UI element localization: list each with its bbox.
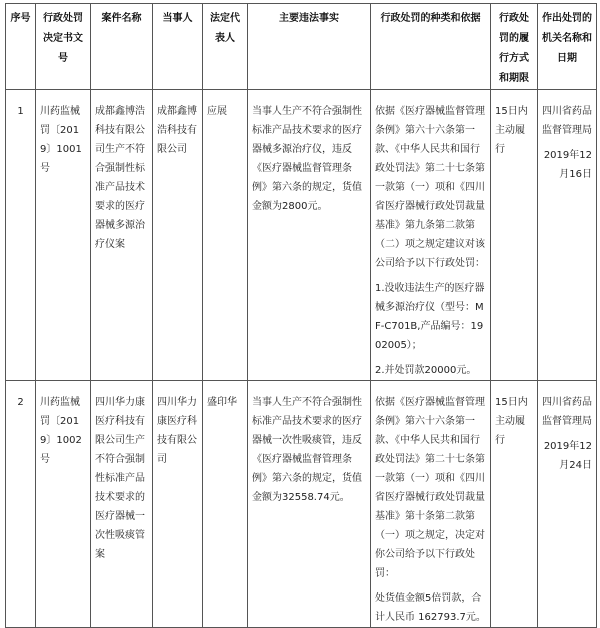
header-no: 序号 (6, 4, 36, 90)
cell-authority (538, 381, 597, 628)
header-case-name: 案件名称 (91, 4, 153, 90)
table-row (6, 381, 597, 628)
cell-legal-rep: 盛印华 (203, 381, 248, 628)
basis-paragraph: 依据《医疗器械监督管理条例》第六十六条第一款、《中华人民共和国行政处罚法》第二十七条第一款第（一）项和《四川省医疗器械行政处罚裁量基准》第九条第二款第（二）项之规定建议对该公司给予以下行政处罚： (375, 106, 485, 269)
authority-name: 四川省药品监督管理局 (542, 106, 592, 136)
header-legal-rep: 法定代表人 (203, 4, 248, 90)
header-authority: 作出处罚的机关名称和日期 (538, 4, 597, 90)
cell-method: 15日内主动履行 (491, 90, 538, 381)
basis-paragraph: 2.并处罚款20000元。 (375, 365, 477, 376)
cell-basis (371, 90, 491, 381)
cell-no: 2 (6, 381, 36, 628)
cell-party: 四川华力康医疗科技有限公司 (153, 381, 203, 628)
basis-paragraph: 处货值金额5倍罚款，合计人民币 162793.7元。 (375, 593, 486, 623)
cell-no: 1 (6, 90, 36, 381)
decision-date: 2019年12月24日 (543, 441, 592, 471)
cell-case-name: 成都鑫博浩科技有限公司生产不符合强制性标准产品技术要求的医疗器械多源治疗仪案 (91, 90, 153, 381)
cell-facts: 当事人生产不符合强制性标准产品技术要求的医疗器械多源治疗仪，违反《医疗器械监督管理条例》第六条的规定，货值金额为2800元。 (248, 90, 371, 381)
header-party: 当事人 (153, 4, 203, 90)
table-row (6, 90, 597, 381)
decision-date: 2019年12月16日 (543, 150, 592, 180)
header-facts: 主要违法事实 (248, 4, 371, 90)
header-basis: 行政处罚的种类和依据 (371, 4, 491, 90)
header-row (6, 4, 597, 90)
cell-legal-rep: 应展 (203, 90, 248, 381)
basis-paragraph: 依据《医疗器械监督管理条例》第六十六条第一款、《中华人民共和国行政处罚法》第二十七条第一款第（一）项和《四川省医疗器械行政处罚裁量基准》第十条第二款第（一）项之规定，决定对你公司给予以下行政处罚： (375, 397, 485, 579)
basis-paragraph: 1.没收违法生产的医疗器械多源治疗仪（型号：MF-C701B,产品编号：1902005）； (375, 283, 485, 351)
cell-facts: 当事人生产不符合强制性标准产品技术要求的医疗器械一次性吸痰管，违反《医疗器械监督管理条例》第六条的规定，货值金额为32558.74元。 (248, 381, 371, 628)
cell-party: 成都鑫博浩科技有限公司 (153, 90, 203, 381)
administrative-penalty-table (5, 3, 597, 628)
cell-case-name: 四川华力康医疗科技有限公司生产不符合强制性标准产品技术要求的医疗器械一次性吸痰管案 (91, 381, 153, 628)
cell-basis (371, 381, 491, 628)
cell-method: 15日内主动履行 (491, 381, 538, 628)
header-method: 行政处罚的履行方式和期限 (491, 4, 538, 90)
cell-doc-no: 川药监械罚〔2019〕1002号 (36, 381, 91, 628)
cell-authority (538, 90, 597, 381)
authority-name: 四川省药品监督管理局 (542, 397, 592, 427)
cell-doc-no: 川药监械罚〔2019〕1001号 (36, 90, 91, 381)
header-doc-no: 行政处罚决定书文号 (36, 4, 91, 90)
